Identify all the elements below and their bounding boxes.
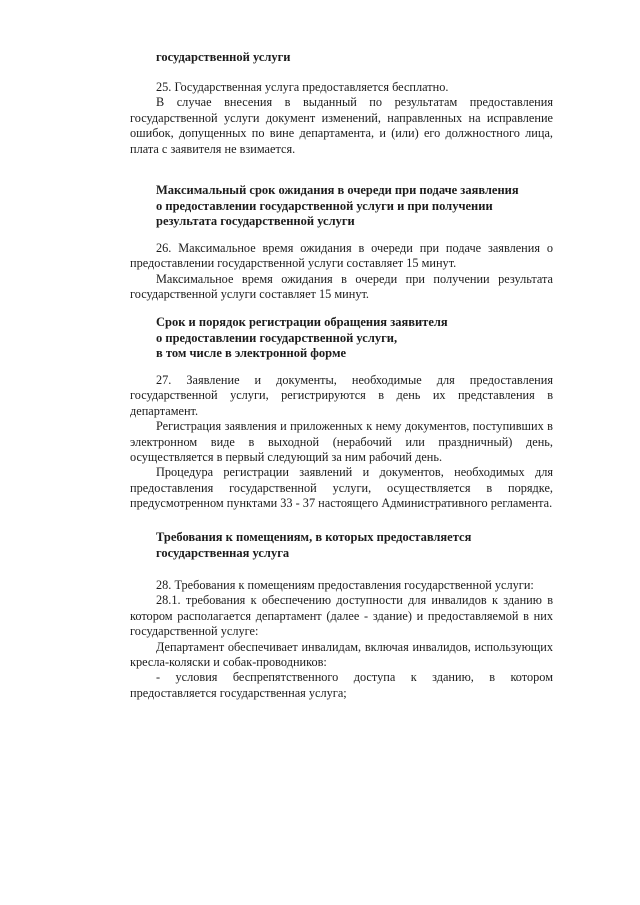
- section-wait-title-3: результата государственной услуги: [156, 214, 355, 229]
- section-premises-title-1: Требования к помещениям, в которых предоставляется: [156, 530, 472, 544]
- para-28-4: - условия беспрепятственного доступа к зданию, в котором предоставляется государственная услуга;: [130, 670, 553, 700]
- section-registration-title-1: Срок и порядок регистрации обращения заявителя: [156, 315, 448, 329]
- para-28-3: Департамент обеспечивает инвалидам, включая инвалидов, использующих кресла-коляски и собак-проводников:: [130, 639, 553, 670]
- para-25-1: 25. Государственная услуга предоставляется бесплатно.: [156, 80, 449, 94]
- section-premises-heading: [130, 530, 553, 561]
- para-26-1: 26. Максимальное время ожидания в очереди при подаче заявления о предоставлении государственной услуги составляет 15 минут.: [130, 241, 553, 271]
- para-27-1: 27. Заявление и документы, необходимые для предоставления государственной услуги, регистрируются в день их представления в департамент.: [130, 373, 553, 418]
- para-27-3: Процедура регистрации заявлений и документов, необходимых для предоставления государственной услуги, осуществляется в порядке, предусмотренном пунктами 33 - 37 настоящего Административного регламента.: [130, 465, 553, 511]
- para-25-2: В случае внесения в выданный по результатам предоставления государственной услуги документ изменений, направленных на исправление ошибок, допущенных по вине департамента, и (или) его должностного лица, плата с заявителя не взимается.: [130, 95, 553, 156]
- paragraph-27: [130, 373, 553, 512]
- top-heading: государственной услуги: [156, 50, 291, 64]
- section-wait-heading: [130, 183, 553, 230]
- section-wait-title-1: Максимальный срок ожидания в очереди при подаче заявления: [156, 183, 519, 197]
- section-wait-title-2: о предоставлении государственной услуги и при получении: [156, 198, 493, 213]
- paragraph-25: [130, 80, 553, 157]
- para-27-2: Регистрация заявления и приложенных к нему документов, поступивших в электронном виде в выходной (нерабочий или праздничный) день, осуществляется в первый следующий за ним рабочий день.: [130, 419, 553, 465]
- section-registration-title-3: в том числе в электронной форме: [156, 346, 347, 361]
- section-fee: [130, 50, 553, 66]
- para-26-2: Максимальное время ожидания в очереди при получении результата государственной услуги составляет 15 минут.: [130, 271, 553, 302]
- para-28-1: 28. Требования к помещениям предоставления государственной услуги:: [156, 578, 534, 592]
- section-registration-heading: [130, 315, 553, 362]
- paragraph-26: [130, 241, 553, 303]
- para-28-2: 28.1. требования к обеспечению доступности для инвалидов к зданию в котором располагается департамент (далее - здание) и предоставляемой в них государственной услуге:: [130, 593, 553, 639]
- paragraph-28: [130, 578, 553, 701]
- section-premises-title-2: государственная услуга: [156, 545, 290, 560]
- section-registration-title-2: о предоставлении государственной услуги,: [156, 330, 398, 345]
